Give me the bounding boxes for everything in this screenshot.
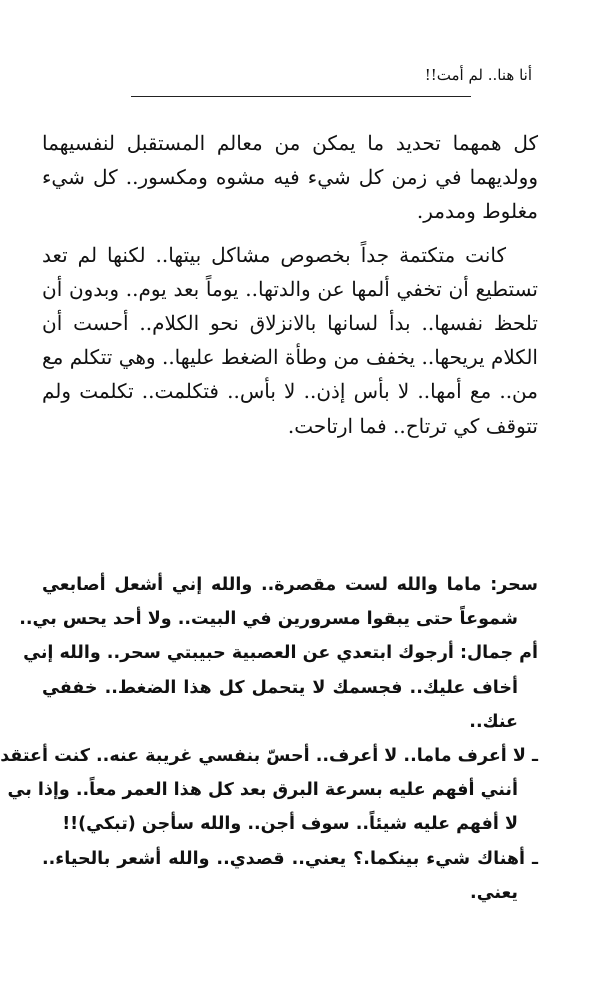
running-header: أنا هنا.. لم أمت!! bbox=[424, 66, 532, 84]
dialogue-line: لا أفهم عليه شيئاً.. سوف أجن.. والله سأجن (تبكي)!! bbox=[62, 814, 518, 835]
narrative-section bbox=[42, 126, 538, 452]
dialogue-line: ـ لا أعرف ماما.. لا أعرف.. أحسّ بنفسي غريبة عنه.. كنت أعتقد bbox=[0, 746, 538, 767]
narrative-paragraph: كل همهما تحديد ما يمكن من معالم المستقبل لنفسيهما وولديهما في زمن كل شيء فيه مشوه ومكسور.. كل شيء مغلوط ومدمر. bbox=[42, 131, 538, 224]
dialogue-line: أنني أفهم عليه بسرعة البرق بعد كل هذا العمر معاً.. وإذا بي bbox=[7, 780, 518, 801]
dialogue-line: ـ أهناك شيء بينكما.؟ يعني.. قصدي.. والله أشعر بالحياء.. bbox=[42, 848, 538, 869]
dialogue-turn bbox=[23, 636, 538, 739]
dialogue-line: شموعاً حتى يبقوا مسرورين في البيت.. ولا أحد يحس بي.. bbox=[19, 609, 518, 630]
dialogue-line: عنك.. bbox=[469, 711, 518, 732]
dialogue-line: يعني. bbox=[470, 882, 518, 903]
narrative-paragraph: كانت متكتمة جداً بخصوص مشاكل بيتها.. لكنها لم تعد تستطيع أن تخفي ألمها عن والدتها.. يوماً بعد يوم.. وبدون أن تلحظ نفسها.. بدأ لسانها بالانزلاق نحو الكلام.. أحست أن الكلام يريحها.. يخفف من وطأة الضغط عليها.. وهي تتكلم مع من.. مع أمها.. لا بأس إذن.. لا بأس.. فتكلمت.. تكلمت ولم تتوقف كي ترتاح.. فما ارتاحت. bbox=[42, 242, 538, 438]
dialogue-line: أم جمال: أرجوك ابتعدي عن العصبية حبيبتي سحر.. والله إني bbox=[23, 643, 538, 664]
dialogue-turn bbox=[0, 739, 538, 842]
dialogue-section bbox=[0, 568, 538, 910]
dialogue-turn bbox=[19, 568, 538, 636]
dialogue-line: سحر: ماما والله لست مقصرة.. والله إني أشعل أصابعي bbox=[42, 575, 538, 595]
dialogue-line: أخاف عليك.. فجسمك لا يتحمل كل هذا الضغط.. خففي bbox=[42, 677, 518, 698]
header-rule bbox=[131, 96, 471, 97]
dialogue-turn bbox=[42, 842, 538, 910]
